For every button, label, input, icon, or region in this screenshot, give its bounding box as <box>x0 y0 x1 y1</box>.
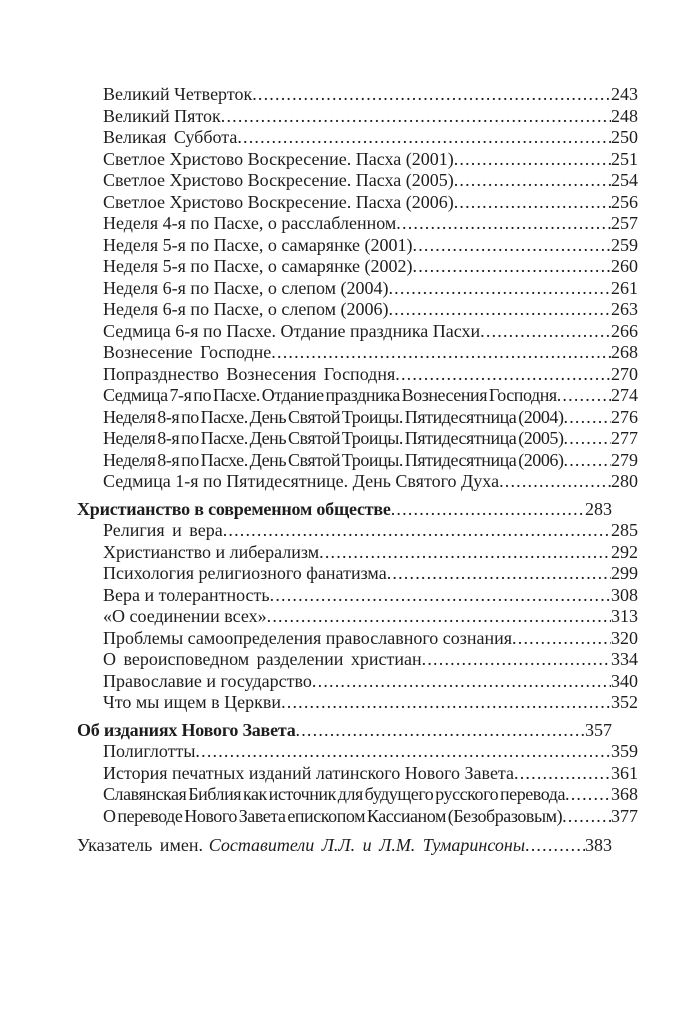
toc-entry <box>77 606 638 628</box>
toc-entry-page: 320 <box>611 627 638 648</box>
toc-entry-title <box>103 806 562 828</box>
toc-entry-title-text: Великий Пяток <box>103 105 221 126</box>
toc-entry-title <box>103 671 312 693</box>
toc-entry <box>77 835 612 857</box>
toc-entry-title-text: Об изданиях Нового Завета <box>77 719 296 740</box>
toc-entry <box>77 321 638 343</box>
toc-entry-page: 251 <box>611 148 638 169</box>
toc-dot-leader <box>312 671 611 693</box>
toc-entry <box>77 213 638 235</box>
toc-entry-page: 340 <box>611 670 638 691</box>
toc-dot-leader <box>237 127 611 149</box>
toc-entry-title <box>103 321 480 343</box>
toc-dot-leader <box>565 784 611 806</box>
toc-entry <box>77 784 638 806</box>
toc-dot-leader <box>252 84 611 106</box>
toc-dot-leader <box>562 806 611 828</box>
toc-entry-title-text: Христианство и либерализм <box>103 541 320 562</box>
toc-dot-leader <box>413 235 612 257</box>
toc-dot-leader <box>388 299 611 321</box>
toc-entry <box>77 542 638 564</box>
toc-dot-leader <box>557 385 611 407</box>
toc-dot-leader <box>564 450 612 472</box>
toc-entry-title <box>77 499 391 521</box>
toc-entry-title <box>77 720 296 742</box>
toc-entry-title-text: Психология религиозного фанатизма <box>103 563 387 583</box>
toc-dot-leader <box>514 763 611 785</box>
toc-entry <box>77 763 638 785</box>
toc-entry <box>77 428 638 450</box>
toc-entry-title-text: Седмица 1-я по Пятидесятнице. День Святого Духа <box>103 471 500 491</box>
toc-entry-title <box>103 84 252 106</box>
toc-entry <box>77 585 638 607</box>
toc-entry-page: 313 <box>611 606 638 626</box>
toc-entry-page: 280 <box>611 471 638 491</box>
toc-entry-title <box>103 763 514 785</box>
toc-dot-leader <box>388 278 611 300</box>
toc-entry <box>77 720 612 742</box>
toc-dot-leader <box>319 542 611 564</box>
toc-entry-page: 259 <box>611 234 638 255</box>
toc-entry-title-text: Полиглотты <box>103 741 196 761</box>
toc-entry-page: 270 <box>611 363 638 384</box>
toc-dot-leader <box>270 585 611 607</box>
toc-entry-page: 279 <box>611 449 638 470</box>
toc-entry-page: 277 <box>611 428 638 448</box>
toc-dot-leader <box>271 342 611 364</box>
toc-dot-leader <box>221 106 611 128</box>
toc-entry-title-text: Неделя 6-я по Пасхе, о слепом (2006) <box>103 299 389 319</box>
toc-entry-title-text: Православие и государство <box>103 670 312 691</box>
toc-dot-leader <box>454 149 611 171</box>
toc-entry-title <box>103 192 454 214</box>
toc-dot-leader <box>395 364 611 386</box>
toc-entry-page: 274 <box>611 385 638 405</box>
toc-entry-title-text: О переводе Нового Завета епископом Кассианом (Безобразовым) <box>103 805 563 826</box>
toc-entry <box>77 741 638 763</box>
toc-dot-leader <box>267 606 611 628</box>
toc-entry-title <box>103 127 237 149</box>
toc-entry-page: 243 <box>611 84 638 104</box>
toc-entry-title <box>103 428 564 450</box>
toc-dot-leader <box>564 428 612 450</box>
toc-entry-title <box>103 450 564 472</box>
toc-entry-title <box>103 213 396 235</box>
toc-entry-title-text: Вера и толерантность <box>103 584 270 605</box>
toc-entry-title <box>103 628 512 650</box>
toc-entry-page: 263 <box>611 299 638 319</box>
toc-entry-title-text: Неделя 8-я по Пасхе. День Святой Троицы. Пятидесятница (2004) <box>103 406 564 427</box>
toc-entry-page: 257 <box>611 213 638 233</box>
toc-entry <box>77 170 638 192</box>
toc-dot-leader <box>396 213 611 235</box>
toc-entry-title-text: Неделя 8-я по Пасхе. День Святой Троицы. Пятидесятница (2005) <box>103 428 564 448</box>
toc-entry-page: 254 <box>611 170 638 190</box>
toc-entry-title-text: Неделя 5-я по Пасхе, о самарянке (2002) <box>103 256 413 276</box>
toc-entry <box>77 256 638 278</box>
toc-entry-title <box>103 149 454 171</box>
toc-entry-title <box>103 106 221 128</box>
toc-entry-title <box>103 342 271 364</box>
toc-entry-title <box>103 542 319 564</box>
toc-entry-title <box>103 784 565 806</box>
toc-entry-title-text: Указатель имен. <box>77 835 203 855</box>
toc-dot-leader <box>296 720 585 742</box>
toc-entry-title <box>103 299 388 321</box>
toc-entry-page: 250 <box>611 127 638 147</box>
toc-entry-title <box>103 385 557 407</box>
toc-entry-title <box>103 520 223 542</box>
toc-dot-leader <box>391 499 585 521</box>
toc-entry-title-text: Неделя 8-я по Пасхе. День Святой Троицы. Пятидесятница (2006) <box>103 449 564 470</box>
toc-dot-leader <box>281 692 611 714</box>
toc-entry-title-text: Великий Четверток <box>103 84 253 104</box>
toc-entry-title <box>103 407 564 429</box>
toc-entry-page: 383 <box>585 835 612 855</box>
toc-entry <box>77 628 638 650</box>
toc-entry-title <box>103 256 413 278</box>
toc-entry <box>77 299 638 321</box>
toc-entry <box>77 407 638 429</box>
toc-entry-title-text: Неделя 6-я по Пасхе, о слепом (2004) <box>103 277 389 298</box>
toc-entry-title-text: Неделя 4-я по Пасхе, о расслабленном <box>103 213 397 233</box>
toc-entry-title-text: Светлое Христово Воскресение. Пасха (2001) <box>103 148 454 169</box>
toc-entry <box>77 499 612 521</box>
toc-entry-page: 292 <box>611 541 638 562</box>
toc-entry-page: 268 <box>611 342 638 362</box>
toc-dot-leader <box>512 628 611 650</box>
toc-entry-page: 248 <box>611 105 638 126</box>
toc-entry-page: 283 <box>585 498 612 519</box>
toc-entry <box>77 106 638 128</box>
toc-entry-title-text: Христианство в современном обществе <box>77 498 391 519</box>
toc-entry-page: 334 <box>611 649 638 669</box>
toc-entry-title <box>103 170 454 192</box>
toc-entry-title-text: Славянская Библия как источник для будущего русского перевода <box>103 784 565 804</box>
toc-entry <box>77 806 638 828</box>
toc-dot-leader <box>525 835 585 857</box>
toc-entry-title <box>77 835 525 857</box>
toc-entry-title-text: Проблемы самоопределения православного сознания <box>103 627 513 648</box>
toc-entry-title <box>103 364 395 386</box>
toc-entry <box>77 471 638 493</box>
toc-entry-title-text: Седмица 7-я по Пасхе. Отдание праздника Вознесения Господня <box>103 385 557 405</box>
toc-entry-page: 285 <box>611 520 638 540</box>
toc-entry-page: 308 <box>611 584 638 605</box>
toc-entry <box>77 149 638 171</box>
toc-entry-page: 266 <box>611 320 638 341</box>
toc-entry-page: 368 <box>611 784 638 804</box>
toc-entry-title <box>103 649 422 671</box>
toc-entry <box>77 692 638 714</box>
toc-entry-title-text: «О соединении всех» <box>103 606 267 626</box>
toc-entry-title <box>103 471 499 493</box>
toc-dot-leader <box>454 192 611 214</box>
toc-entry <box>77 364 638 386</box>
toc-entry-title <box>103 278 388 300</box>
toc-dot-leader <box>454 170 611 192</box>
toc-entry-title-text: История печатных изданий латинского Нового Завета <box>103 762 515 783</box>
toc-entry-page: 377 <box>611 805 638 826</box>
toc-entry-title <box>103 606 267 628</box>
toc-entry-title-text: Великая Суббота <box>103 127 238 147</box>
toc-entry-page: 260 <box>611 256 638 276</box>
toc-entry-title-text: Седмица 6-я по Пасхе. Отдание праздника Пасхи <box>103 320 481 341</box>
toc-entry <box>77 278 638 300</box>
toc-entry-title <box>103 563 387 585</box>
toc-entry-page: 361 <box>611 762 638 783</box>
toc-entry <box>77 385 638 407</box>
toc-entry-title-text: О вероисповедном разделении христиан <box>103 649 422 669</box>
toc-entry-title-text: Что мы ищем в Церкви <box>103 692 282 712</box>
toc-entry-page: 359 <box>611 741 638 761</box>
toc-entry-title-text: Попразднество Вознесения Господня <box>103 363 396 384</box>
toc-entry-title <box>103 741 195 763</box>
toc-dot-leader <box>413 256 612 278</box>
toc-entry-page: 299 <box>611 563 638 583</box>
toc-dot-leader <box>499 471 611 493</box>
toc-entry <box>77 649 638 671</box>
toc-entry <box>77 520 638 542</box>
toc-dot-leader <box>387 563 611 585</box>
toc-entry <box>77 235 638 257</box>
toc-entry-title-text: Религия и вера <box>103 520 223 540</box>
toc-entry-page: 352 <box>611 692 638 712</box>
toc-entry-title-text: Светлое Христово Воскресение. Пасха (2005) <box>103 170 454 190</box>
toc-entry-page: 357 <box>585 719 612 740</box>
toc-dot-leader <box>195 741 611 763</box>
toc-entry-page: 256 <box>611 191 638 212</box>
toc-entry-title-text: Светлое Христово Воскресение. Пасха (2006) <box>103 191 454 212</box>
toc-entry-title-text: Неделя 5-я по Пасхе, о самарянке (2001) <box>103 234 413 255</box>
toc-entry <box>77 127 638 149</box>
toc-entry <box>77 342 638 364</box>
toc-entry <box>77 563 638 585</box>
toc-entry-page: 261 <box>611 277 638 298</box>
toc-entry <box>77 671 638 693</box>
toc-entry-title-italic: Составители Л.Л. и Л.М. Тумаринсоны <box>208 835 526 855</box>
toc-entry-title <box>103 235 413 257</box>
toc-dot-leader <box>480 321 611 343</box>
toc-entry-page: 276 <box>611 406 638 427</box>
toc-entry-title <box>103 692 281 714</box>
toc-dot-leader <box>564 407 612 429</box>
toc-entry <box>77 450 638 472</box>
toc-entry <box>77 192 638 214</box>
toc-dot-leader <box>223 520 611 542</box>
table-of-contents <box>77 84 638 857</box>
toc-dot-leader <box>422 649 611 671</box>
toc-entry <box>77 84 638 106</box>
toc-entry-title-text: Вознесение Господне <box>103 342 272 362</box>
toc-entry-title <box>103 585 270 607</box>
